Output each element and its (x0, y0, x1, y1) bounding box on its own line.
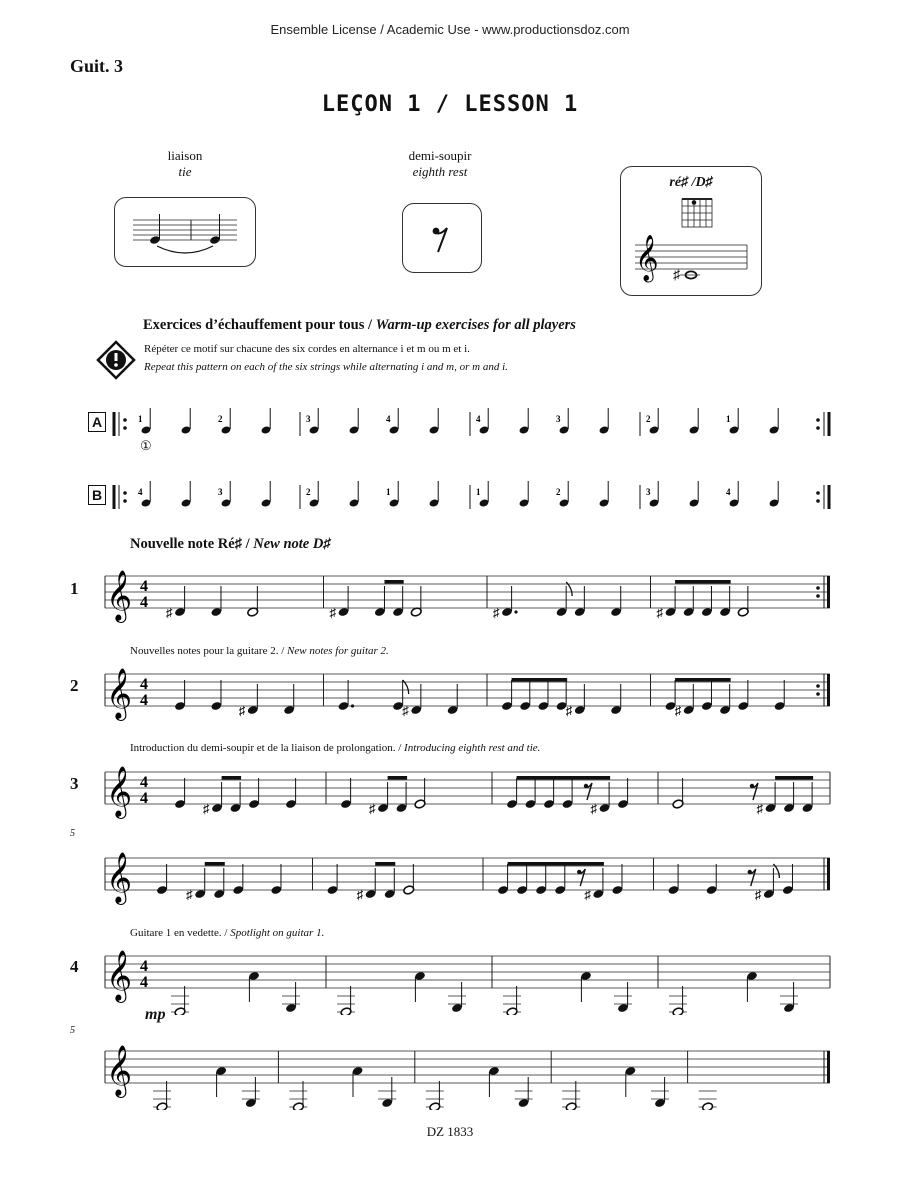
rest-label (370, 148, 510, 180)
ex1-caption-fr: Nouvelle note Ré♯ (130, 536, 242, 552)
ex2-number: 2 (70, 676, 79, 695)
ex2-caption (130, 645, 389, 657)
repeat-dot (816, 418, 820, 422)
sharp-icon: ♯ (186, 887, 193, 902)
row-a-finger-number: 1 (726, 414, 731, 424)
warmup-row-a (110, 400, 840, 460)
beam (375, 862, 395, 866)
treble-clef-icon: 𝄞 (106, 951, 133, 1000)
ex3-caption (130, 742, 540, 754)
fretboard-diagram (682, 199, 712, 227)
repeat-dot (816, 499, 820, 503)
treble-clef-icon: 𝄞 (106, 767, 133, 816)
note-head (702, 1102, 714, 1110)
eighth-rest-icon (403, 204, 481, 272)
beam (222, 776, 242, 780)
sharp-icon: ♯ (166, 605, 173, 620)
tie-label-en: tie (178, 164, 192, 179)
sharp-icon: ♯ (402, 703, 409, 718)
time-signature-top: 4 (140, 676, 148, 693)
repeat-dot (816, 491, 820, 495)
warmup-title-sep: / (364, 317, 376, 333)
tie-label-fr: liaison (167, 148, 203, 163)
ex1-caption-sep: / (241, 536, 254, 552)
row-a-finger-number: 3 (306, 414, 311, 424)
treble-clef-icon: 𝄞 (635, 235, 659, 280)
ex4-caption-fr: Guitare 1 en vedette. (130, 927, 222, 939)
time-signature-bottom: 4 (140, 974, 148, 991)
sharp-icon: ♯ (754, 887, 762, 902)
beam (775, 776, 813, 780)
ex4-number: 4 (70, 957, 79, 976)
ex4-measure-number: 5 (70, 1025, 75, 1036)
exercise-label-b: B (88, 485, 106, 505)
treble-clef-icon: 𝄞 (106, 853, 133, 902)
rest-box (402, 203, 482, 273)
row-b-finger-number: 4 (726, 487, 731, 497)
sharp-icon: ♯ (493, 605, 500, 620)
new-note-diagram (621, 167, 761, 295)
ex2-caption-en: New notes for guitar 2. (287, 645, 389, 657)
ex4-caption (130, 927, 324, 939)
ex2-staff (100, 658, 840, 728)
row-a-finger-number: 1 (138, 414, 143, 424)
time-signature-top: 4 (140, 774, 148, 791)
row-b-finger-number: 2 (556, 487, 561, 497)
ex3-caption-en: Introducing eighth rest and tie. (404, 742, 541, 754)
footer-code: DZ 1833 (426, 1124, 474, 1139)
tie-label (115, 148, 255, 180)
repeat-dot (123, 418, 127, 422)
row-b-finger-number: 1 (386, 487, 391, 497)
ex2-caption-fr: Nouvelles notes pour la guitare 2. (130, 645, 279, 657)
lesson-title: LEÇON 1 / LESSON 1 (321, 92, 579, 117)
sharp-icon: ♯ (584, 887, 591, 902)
beam (508, 862, 604, 866)
row-a-finger-number: 2 (218, 414, 223, 424)
ex1-caption (130, 536, 331, 553)
beam (675, 678, 731, 682)
row-a-finger-number: 3 (556, 414, 561, 424)
ex3-caption-sep: / (395, 742, 405, 754)
ex3-caption-fr: Introduction du demi-soupir et de la liaison de prolongation. (130, 742, 396, 754)
augmentation-dot (514, 610, 517, 613)
warmup-instruction-en: Repeat this pattern on each of the six strings while alternating i and m, or m and i. (144, 361, 508, 373)
sharp-icon: ♯ (674, 703, 682, 718)
ex3-staff-line1 (100, 756, 840, 826)
license-header: Ensemble License / Academic Use - www.productionsdoz.com (270, 22, 630, 37)
string-number-icon: ① (140, 438, 152, 453)
sharp-icon: ♯ (356, 887, 364, 902)
warmup-title-en: Warm-up exercises for all players (375, 317, 576, 333)
ex1-caption-en: New note D♯ (253, 536, 331, 552)
tie-illustration (115, 198, 255, 266)
repeat-dot (816, 586, 820, 590)
sharp-icon: ♯ (238, 703, 246, 718)
sharp-icon: ♯ (673, 268, 680, 283)
dynamic-marking: mp (145, 1006, 166, 1023)
beam (205, 862, 225, 866)
warmup-row-b (110, 473, 840, 523)
augmentation-dot (351, 704, 354, 707)
time-signature-top: 4 (140, 958, 148, 975)
ex2-caption-sep: / (278, 645, 288, 657)
row-b-finger-number: 1 (476, 487, 481, 497)
new-note-label: ré♯ /D♯ (669, 175, 713, 190)
part-label: Guit. 3 (70, 56, 124, 76)
ex3-staff-line2 (100, 842, 840, 912)
row-a-finger-number: 2 (646, 414, 651, 424)
sharp-icon: ♯ (369, 801, 376, 816)
tie-box (114, 197, 256, 267)
repeat-dot (816, 692, 820, 696)
treble-clef-icon: 𝄞 (106, 1046, 133, 1095)
sharp-icon: ♯ (756, 801, 763, 816)
time-signature-bottom: 4 (140, 692, 148, 709)
beam (388, 776, 408, 780)
sharp-icon: ♯ (565, 703, 573, 718)
beam (517, 776, 611, 780)
ex1-staff (100, 560, 840, 630)
row-b-finger-number: 3 (646, 487, 651, 497)
ex3-measure-number: 5 (70, 828, 75, 839)
warning-icon (96, 340, 136, 380)
ex1-number: 1 (70, 579, 79, 598)
time-signature-bottom: 4 (140, 594, 148, 611)
beam (512, 678, 568, 682)
time-signature-bottom: 4 (140, 790, 148, 807)
row-b-finger-number: 4 (138, 487, 143, 497)
treble-clef-icon: 𝄞 (106, 571, 133, 620)
ex3-number: 3 (70, 774, 79, 793)
warmup-title (143, 317, 576, 334)
beam (384, 580, 403, 584)
beam (675, 580, 731, 584)
exercise-label-a: A (88, 412, 106, 432)
time-signature-top: 4 (140, 578, 148, 595)
warmup-instruction-fr: Répéter ce motif sur chacune des six cordes en alternance i et m ou m et i. (144, 343, 470, 355)
repeat-dot (123, 491, 127, 495)
rest-label-fr: demi-soupir (408, 148, 472, 163)
repeat-dot (816, 684, 820, 688)
sharp-icon: ♯ (590, 801, 597, 816)
sharp-icon: ♯ (656, 605, 663, 620)
row-a-finger-number: 4 (386, 414, 391, 424)
row-a-finger-number: 4 (476, 414, 481, 424)
ex4-caption-en: Spotlight on guitar 1. (230, 927, 325, 939)
ex4-caption-sep: / (221, 927, 231, 939)
new-note-box (620, 166, 762, 296)
ex4-staff-line1 (100, 940, 840, 1015)
row-b-finger-number: 3 (218, 487, 223, 497)
warmup-title-fr: Exercices d’échauffement pour tous (143, 317, 365, 333)
rest-label-en: eighth rest (412, 164, 468, 179)
repeat-dot (816, 426, 820, 430)
treble-clef-icon: 𝄞 (106, 669, 133, 718)
ex4-staff-line2 (100, 1035, 840, 1110)
sharp-icon: ♯ (329, 605, 336, 620)
repeat-dot (123, 499, 127, 503)
row-b-finger-number: 2 (306, 487, 311, 497)
sharp-icon: ♯ (203, 801, 210, 816)
repeat-dot (123, 426, 127, 430)
repeat-dot (816, 594, 820, 598)
